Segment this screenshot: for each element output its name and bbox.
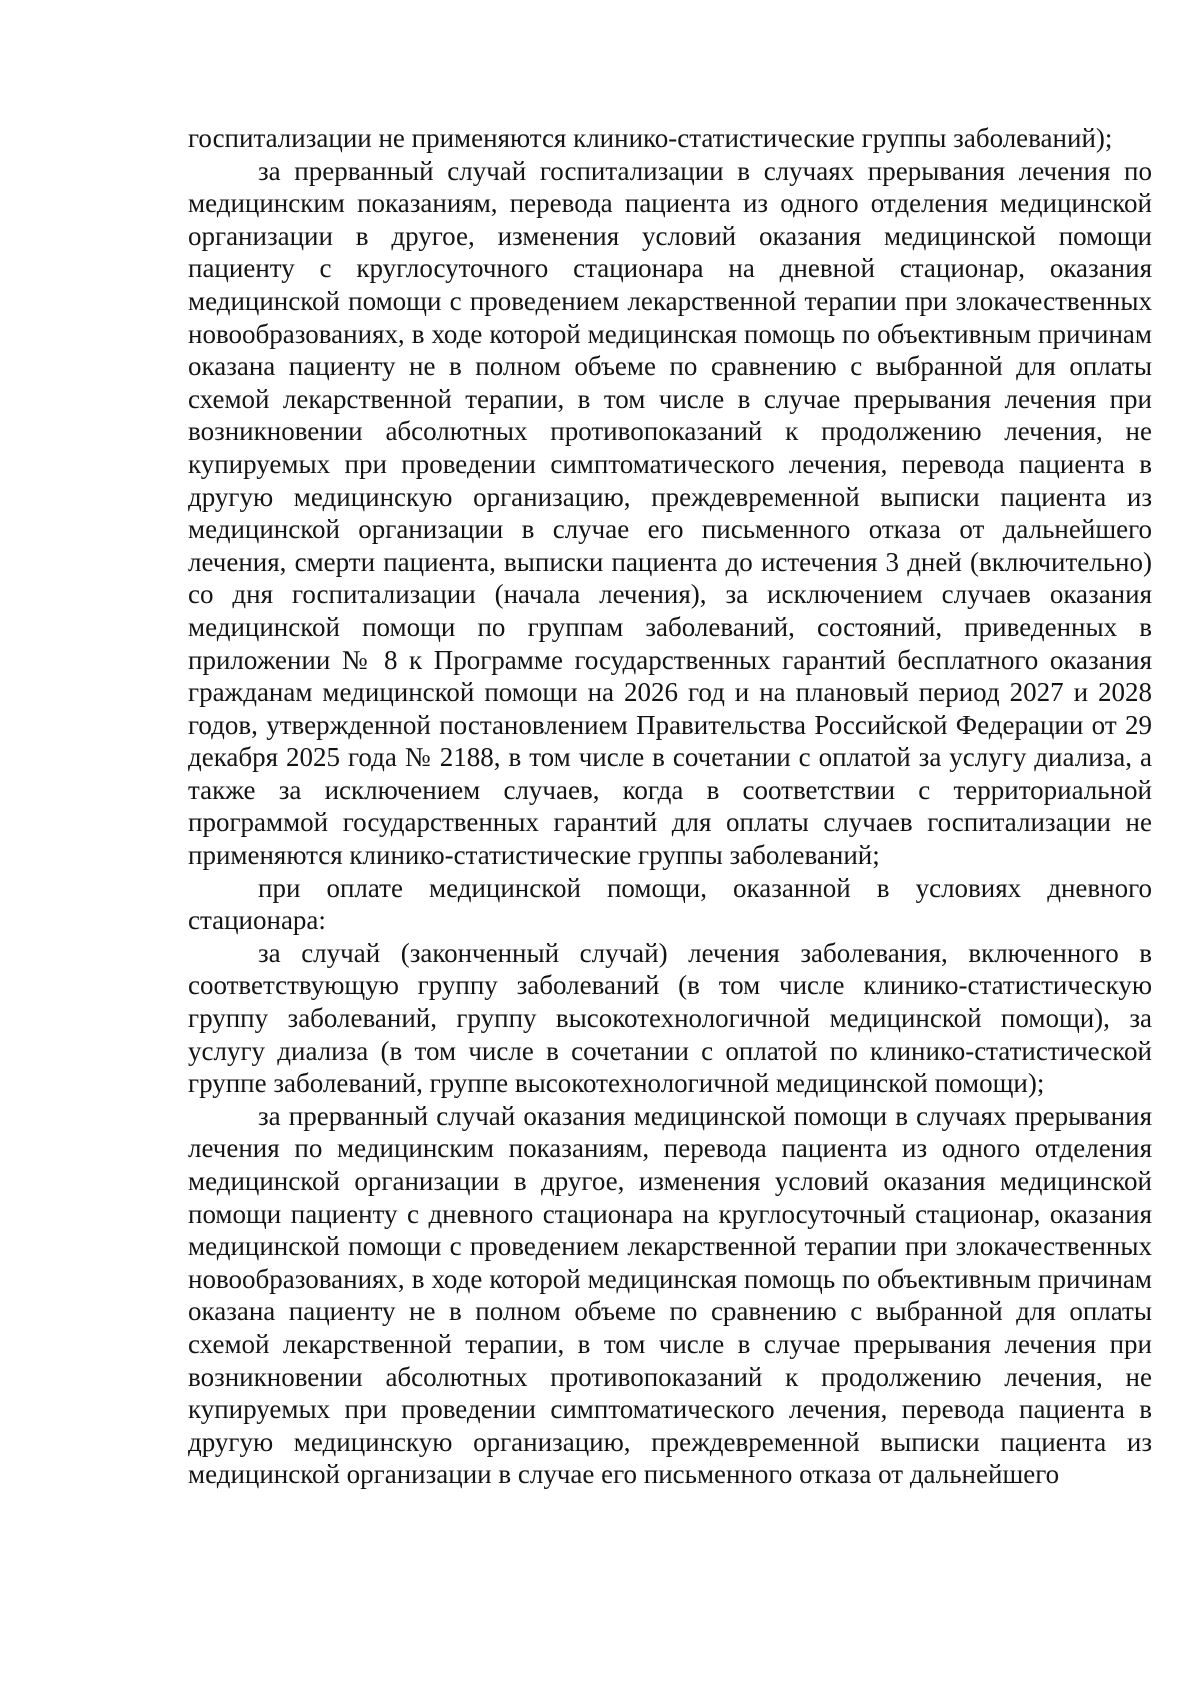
paragraph-interrupted-hospitalization: за прерванный случай госпитализации в случаях прерывания лечения по медицинским показаниям, перевода пациента из одного отделения медицинской организации в другое, изменения условий оказания медицинской помощи пациенту с круглосуточного стационара на дневной стационар, оказания медицинской помощи с проведением лекарственной терапии при злокачественных новообразованиях, в ходе которой медицинская помощь по объективным причинам оказана пациенту не в полном объеме по сравнению с выбранной для оплаты схемой лекарственной терапии, в том числе в случае прерывания лечения при возникновении абсолютных противопоказаний к продолжению лечения, не купируемых при проведении симптоматического лечения, перевода пациента в другую медицинскую организацию, преждевременной выписки пациента из медицинской организации в случае его письменного отказа от дальнейшего лечения, смерти пациента, выписки пациента до истечения 3 дней (включительно) со дня госпитализации (начала лечения), за исключением случаев оказания медицинской помощи по группам заболеваний, состояний, приведенных в приложении № 8 к Программе государственных гарантий бесплатного оказания гражданам медицинской помощи на 2026 год и на плановый период 2027 и 2028 годов, утвержденной постановлением Правительства Российской Федерации от 29 декабря 2025 года № 2188, в том числе в сочетании с оплатой за услугу диализа, а также за исключением случаев, когда в соответствии с территориальной программой государственных гарантий для оплаты случаев госпитализации не применяются клинико-статистические группы заболеваний; xyxy=(188,155,1152,871)
paragraph-completed-case: за случай (законченный случай) лечения заболевания, включенного в соответствующую группу заболеваний (в том числе клинико-статистическую группу заболеваний, группу высокотехнологичной медицинской помощи), за услугу диализа (в том числе в сочетании с оплатой по клинико-статистической группе заболеваний, группе высокотехнологичной медицинской помощи); xyxy=(188,937,1152,1099)
paragraph-continuation: госпитализации не применяются клинико-статистические группы заболеваний); xyxy=(188,123,1113,153)
paragraph-interrupted-day-care: за прерванный случай оказания медицинской помощи в случаях прерывания лечения по медицинским показаниям, перевода пациента из одного отделения медицинской организации в другое, изменения условий оказания медицинской помощи пациенту с дневного стационара на круглосуточный стационар, оказания медицинской помощи с проведением лекарственной терапии при злокачественных новообразованиях, в ходе которой медицинская помощь по объективным причинам оказана пациенту не в полном объеме по сравнению с выбранной для оплаты схемой лекарственной терапии, в том числе в случае прерывания лечения при возникновении абсолютных противопоказаний к продолжению лечения, не купируемых при проведении симптоматического лечения, перевода пациента в другую медицинскую организацию, преждевременной выписки пациента из медицинской организации в случае его письменного отказа от дальнейшего xyxy=(188,1100,1152,1490)
document-body xyxy=(188,122,1152,1491)
paragraph-day-hospital-payment: при оплате медицинской помощи, оказанной в условиях дневного стационара: xyxy=(188,872,1152,936)
